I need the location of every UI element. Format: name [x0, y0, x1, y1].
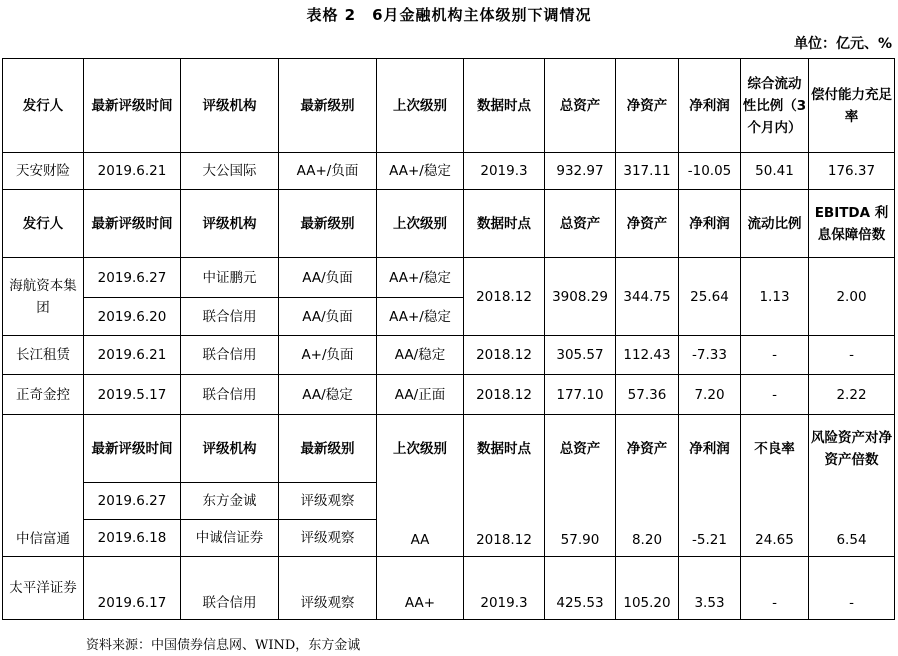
table-cell: AA/稳定	[279, 375, 377, 415]
header-cell: 净资产	[616, 190, 679, 258]
table-cell: 2018.12	[464, 336, 545, 375]
header-cell: 净利润	[679, 190, 741, 258]
header-cell: 净利润	[679, 415, 741, 483]
header-cell: 净利润	[679, 59, 741, 153]
table-cell: 3908.29	[545, 258, 616, 336]
table-row	[3, 258, 895, 298]
rating-downgrade-table	[2, 58, 895, 620]
issuer-cell: 正奇金控	[3, 375, 84, 415]
table-cell: 大公国际	[181, 153, 279, 190]
header-cell: 评级机构	[181, 190, 279, 258]
issuer-cell: 中信富通	[3, 415, 84, 557]
table-cell: 6.54	[809, 483, 895, 557]
header-cell: EBITDA 利息保障倍数	[809, 190, 895, 258]
header-cell: 最新评级时间	[84, 59, 181, 153]
table-cell: A+/负面	[279, 336, 377, 375]
table-cell: 2019.6.27	[84, 483, 181, 520]
table-cell: 177.10	[545, 375, 616, 415]
table-cell: 1.13	[741, 258, 809, 336]
table-cell: 2.22	[809, 375, 895, 415]
table-cell: 425.53	[545, 557, 616, 620]
table-cell: 2019.5.17	[84, 375, 181, 415]
table-cell: 2018.12	[464, 258, 545, 336]
header-cell: 最新级别	[279, 190, 377, 258]
header-cell: 偿付能力充足率	[809, 59, 895, 153]
table-row	[3, 375, 895, 415]
table-row	[3, 336, 895, 375]
table-cell: AA/负面	[279, 298, 377, 336]
table-cell: 2.00	[809, 258, 895, 336]
header-cell: 评级机构	[181, 415, 279, 483]
table-cell: 2019.6.21	[84, 336, 181, 375]
header-cell: 评级机构	[181, 59, 279, 153]
issuer-cell: 天安财险	[3, 153, 84, 190]
table-cell: 评级观察	[279, 520, 377, 557]
table-cell: 联合信用	[181, 557, 279, 620]
table-cell: -10.05	[679, 153, 741, 190]
table-cell: -	[809, 557, 895, 620]
table-cell: 联合信用	[181, 298, 279, 336]
table-cell: 25.64	[679, 258, 741, 336]
header-cell: 最新级别	[279, 59, 377, 153]
table-cell: 联合信用	[181, 375, 279, 415]
table-cell: 2019.6.20	[84, 298, 181, 336]
header-cell: 上次级别	[377, 190, 464, 258]
table-cell: 评级观察	[279, 483, 377, 520]
table-title: 表格 2 6月金融机构主体级别下调情况	[306, 6, 592, 24]
table-cell: -	[741, 336, 809, 375]
header-cell: 最新评级时间	[84, 190, 181, 258]
table-row	[3, 557, 895, 620]
header-cell: 流动比例	[741, 190, 809, 258]
header-cell: 最新评级时间	[84, 415, 181, 483]
header-cell: 上次级别	[377, 415, 464, 483]
table-cell: 2019.6.21	[84, 153, 181, 190]
table-cell: 50.41	[741, 153, 809, 190]
header-cell: 净资产	[616, 415, 679, 483]
table-cell: 344.75	[616, 258, 679, 336]
table-cell: -5.21	[679, 483, 741, 557]
table-cell: AA/负面	[279, 258, 377, 298]
table-cell: -7.33	[679, 336, 741, 375]
header-cell: 综合流动性比例（3个月内）	[741, 59, 809, 153]
table-cell: 3.53	[679, 557, 741, 620]
header-cell: 不良率	[741, 415, 809, 483]
header-cell: 发行人	[3, 190, 84, 258]
issuer-cell: 长江租赁	[3, 336, 84, 375]
table-cell: 2019.3	[464, 153, 545, 190]
table-cell: 8.20	[616, 483, 679, 557]
table-cell: AA+/稳定	[377, 153, 464, 190]
unit-label: 单位：亿元、%	[793, 36, 892, 52]
table-cell: 评级观察	[279, 557, 377, 620]
table-cell: AA+	[377, 557, 464, 620]
table-cell: AA/正面	[377, 375, 464, 415]
table-cell: 2018.12	[464, 483, 545, 557]
table-cell: 317.11	[616, 153, 679, 190]
table-cell: AA+/负面	[279, 153, 377, 190]
header-cell: 总资产	[545, 415, 616, 483]
table-cell: 7.20	[679, 375, 741, 415]
issuer-cell: 海航资本集团	[3, 258, 84, 336]
header-cell: 数据时点	[464, 415, 545, 483]
header-cell: 总资产	[545, 190, 616, 258]
table-cell: 932.97	[545, 153, 616, 190]
source-note: 资料来源：中国债券信息网、WIND，东方金诚	[86, 638, 361, 653]
table-cell: 305.57	[545, 336, 616, 375]
table-cell: 东方金诚	[181, 483, 279, 520]
header-row-2	[3, 190, 895, 258]
table-cell: 2019.6.27	[84, 258, 181, 298]
header-cell: 上次级别	[377, 59, 464, 153]
table-cell: 105.20	[616, 557, 679, 620]
header-row-1	[3, 59, 895, 153]
table-cell: 112.43	[616, 336, 679, 375]
table-cell: -	[809, 336, 895, 375]
table-cell: 中证鹏元	[181, 258, 279, 298]
header-cell: 风险资产对净资产倍数	[809, 415, 895, 483]
table-cell: 2019.3	[464, 557, 545, 620]
table-cell: 2018.12	[464, 375, 545, 415]
table-cell: 2019.6.17	[84, 557, 181, 620]
header-cell: 总资产	[545, 59, 616, 153]
table-cell: AA/稳定	[377, 336, 464, 375]
table-cell: -	[741, 375, 809, 415]
table-cell: 57.90	[545, 483, 616, 557]
table-cell: 中诚信证券	[181, 520, 279, 557]
header-cell: 发行人	[3, 59, 84, 153]
table-row	[3, 483, 895, 520]
issuer-cell: 太平洋证券	[3, 557, 84, 620]
table-cell: 176.37	[809, 153, 895, 190]
header-cell: 数据时点	[464, 59, 545, 153]
table-cell: -	[741, 557, 809, 620]
header-cell: 数据时点	[464, 190, 545, 258]
table-row	[3, 153, 895, 190]
header-cell: 最新级别	[279, 415, 377, 483]
table-cell: AA+/稳定	[377, 298, 464, 336]
table-cell: 24.65	[741, 483, 809, 557]
header-cell: 净资产	[616, 59, 679, 153]
header-row-3	[3, 415, 895, 483]
table-cell: 联合信用	[181, 336, 279, 375]
table-cell: 2019.6.18	[84, 520, 181, 557]
table-cell: AA	[377, 483, 464, 557]
table-cell: AA+/稳定	[377, 258, 464, 298]
table-cell: 57.36	[616, 375, 679, 415]
